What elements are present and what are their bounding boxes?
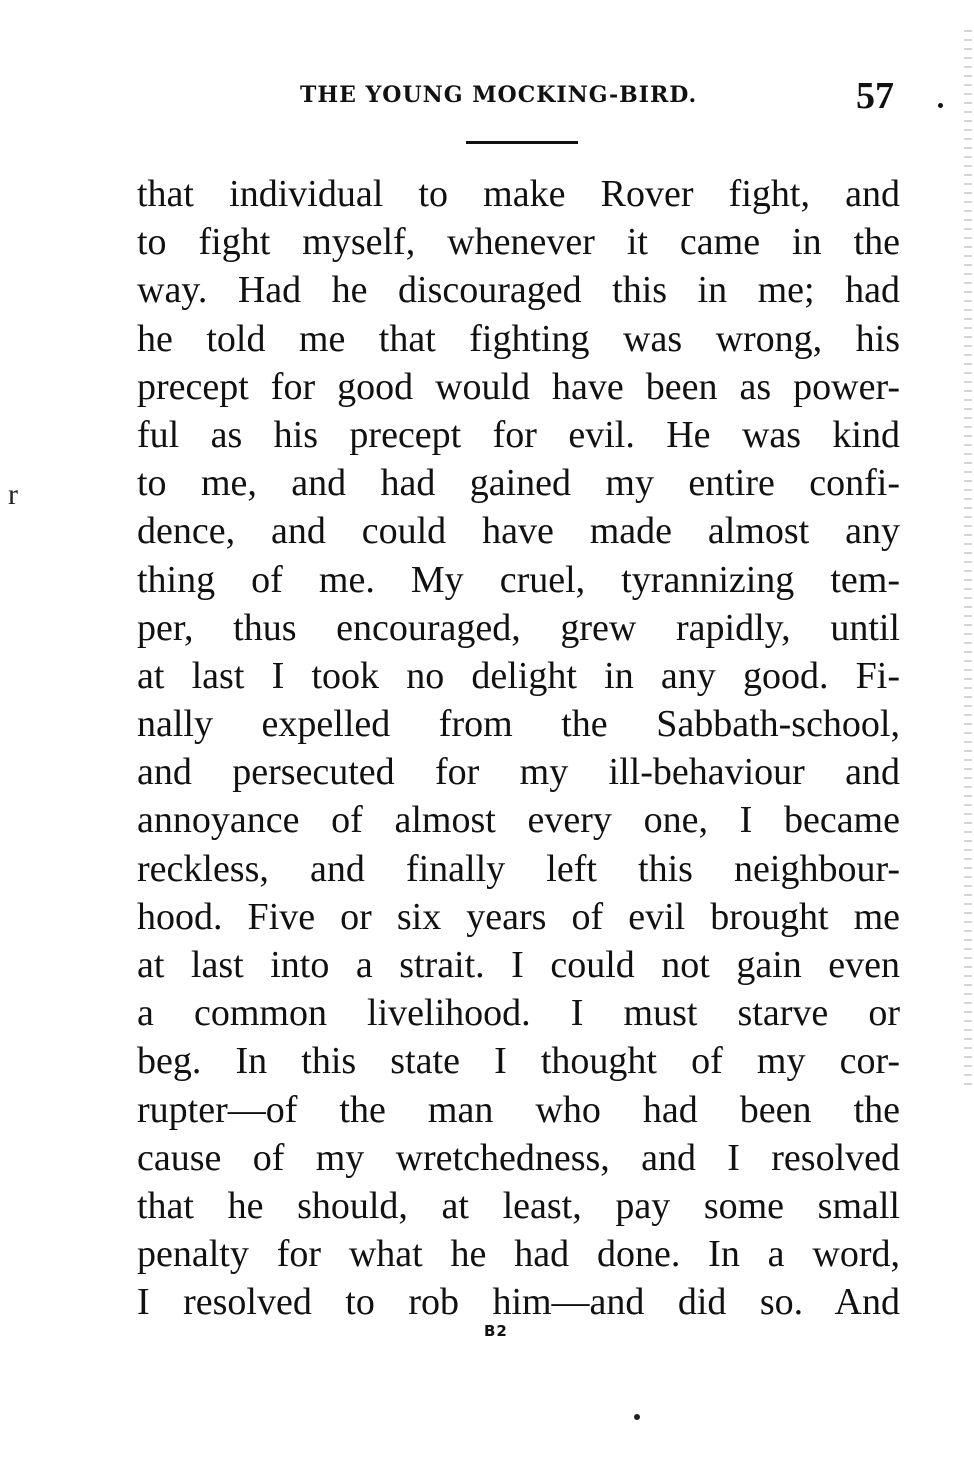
margin-mark: r: [8, 478, 18, 511]
text-line: precept for good would have been as power-: [137, 365, 900, 408]
page-edge-shadow: [964, 30, 972, 1090]
text-line: thing of me. My cruel, tyrannizing tem-: [137, 558, 900, 601]
text-line: at last into a strait. I could not gain even: [137, 944, 900, 986]
body-text: [137, 170, 900, 1327]
text-line: annoyance of almost every one, I became: [137, 799, 900, 842]
text-line: nally expelled from the Sabbath-school,: [137, 703, 900, 746]
text-line: cause of my wretchedness, and I resolved: [137, 1136, 900, 1179]
text-line: beg. In this state I thought of my cor-: [137, 1040, 900, 1083]
text-line: that individual to make Rover fight, and: [137, 173, 900, 215]
text-line: rupter—of the man who had been the: [137, 1088, 900, 1131]
text-line: reckless, and finally left this neighbour-: [137, 847, 900, 890]
signature-mark: B2: [484, 1322, 508, 1340]
text-line: that he should, at least, pay some small: [137, 1184, 900, 1227]
page-number: 57: [856, 75, 894, 117]
header-dot: [938, 103, 943, 108]
text-line: ful as his precept for evil. He was kind: [137, 413, 900, 456]
text-line: I resolved to rob him—and did so. And: [137, 1281, 900, 1324]
text-line: hood. Five or six years of evil brought me: [137, 895, 900, 938]
text-line: to fight myself, whenever it came in the: [137, 221, 900, 264]
text-line: dence, and could have made almost any: [137, 510, 900, 553]
text-line: to me, and had gained my entire confi-: [137, 462, 900, 505]
stray-dot: [634, 1414, 640, 1420]
text-line: at last I took no delight in any good. Fi-: [137, 654, 900, 697]
text-line: a common livelihood. I must starve or: [137, 992, 900, 1035]
running-head-title: THE YOUNG MOCKING-BIRD.: [300, 82, 698, 108]
text-line: way. Had he discouraged this in me; had: [137, 269, 900, 312]
text-line: he told me that fighting was wrong, his: [137, 317, 900, 360]
text-line: penalty for what he had done. In a word,: [137, 1233, 900, 1276]
text-line: and persecuted for my ill-behaviour and: [137, 751, 900, 794]
text-line: per, thus encouraged, grew rapidly, until: [137, 606, 900, 649]
header-rule: [466, 141, 578, 144]
